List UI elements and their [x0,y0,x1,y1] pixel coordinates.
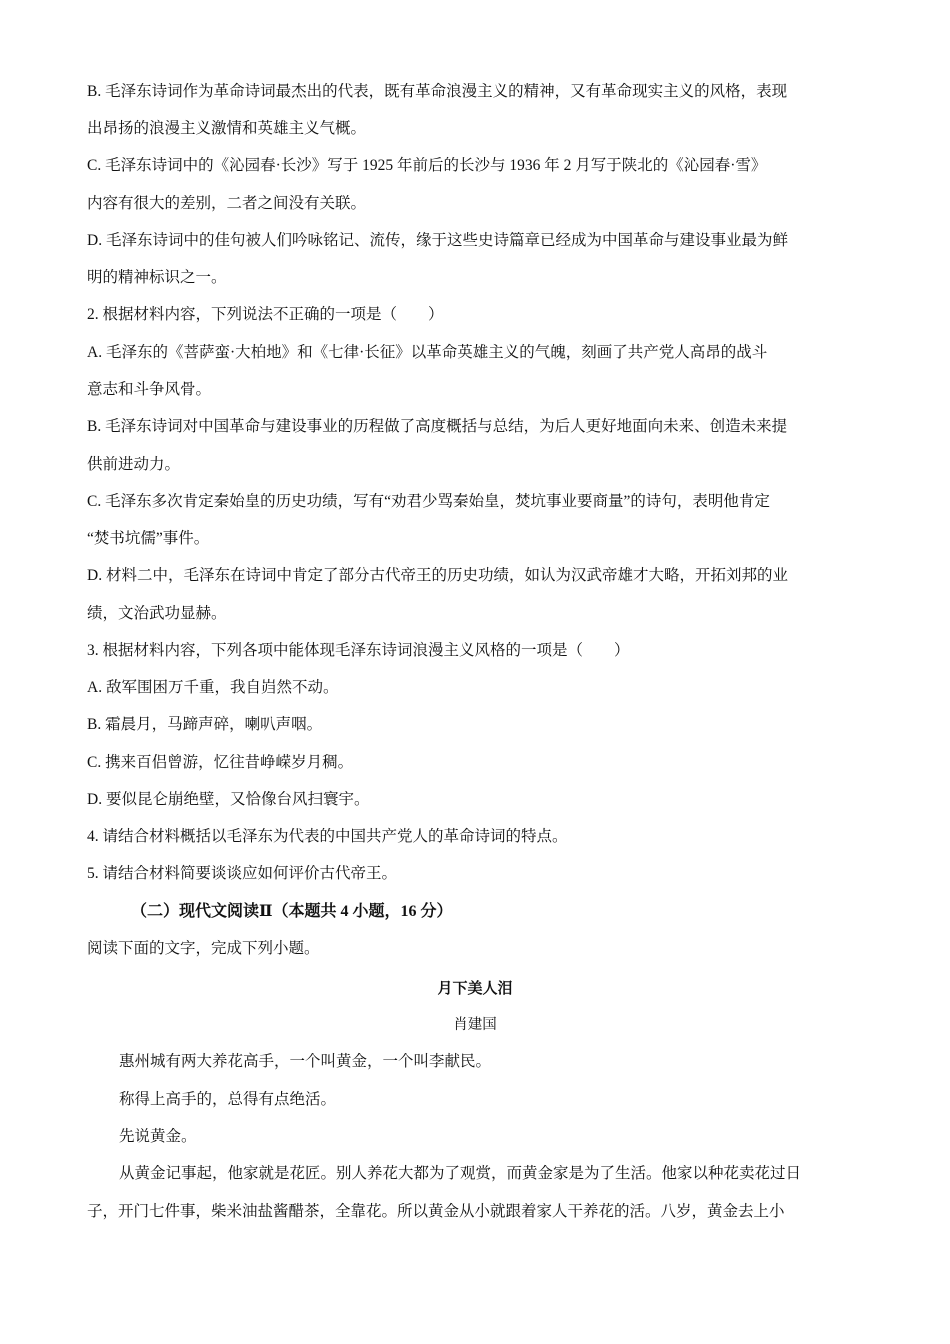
q3-option-a: A. 敌军围困万千重，我自岿然不动。 [87,679,339,696]
section-instruction: 阅读下面的文字，完成下列小题。 [87,940,320,957]
q3-option-c: C. 携来百侣曾游，忆往昔峥嵘岁月稠。 [87,754,354,771]
q2-option-a-line2: 意志和斗争风骨。 [87,381,212,398]
story-title: 月下美人泪 [437,979,513,997]
q1-option-c-line2: 内容有很大的差别，二者之间没有关联。 [87,195,367,212]
q1-option-d-line1: D. 毛泽东诗词中的佳句被人们吟咏铭记、流传，缘于这些史诗篇章已经成为中国革命与建设事业最为鲜 [87,232,788,249]
q1-option-b-line1: B. 毛泽东诗词作为革命诗词最杰出的代表，既有革命浪漫主义的精神，又有革命现实主义的风格，表现 [87,83,788,100]
q2-option-a-line1: A. 毛泽东的《菩萨蛮·大柏地》和《七律·长征》以革命英雄主义的气魄，刻画了共产党人高昂的战斗 [87,344,768,361]
q2-option-c-line2: “焚书坑儒”事件。 [87,530,210,547]
q3-option-d: D. 要似昆仑崩绝壁，又恰像台风扫寰宇。 [87,791,370,808]
q2-option-d-line1: D. 材料二中，毛泽东在诗词中肯定了部分古代帝王的历史功绩，如认为汉武帝雄才大略，开拓刘邦的业 [87,567,788,584]
q2-option-b-line1: B. 毛泽东诗词对中国革命与建设事业的历程做了高度概括与总结，为后人更好地面向未来、创造未来提 [87,418,788,435]
story-author: 肖建国 [453,1017,497,1033]
section-heading: （二）现代文阅读Ⅱ（本题共 4 小题，16 分） [131,903,453,920]
story-paragraph: 称得上高手的，总得有点绝活。 [119,1090,337,1108]
q2-option-b-line2: 供前进动力。 [87,456,181,473]
q3-stem: 3. 根据材料内容，下列各项中能体现毛泽东诗词浪漫主义风格的一项是（ ） [87,642,630,659]
q1-option-d-line2: 明的精神标识之一。 [87,269,227,286]
q2-option-d-line2: 绩，文治武功显赫。 [87,605,227,622]
q2-option-c-line1: C. 毛泽东多次肯定秦始皇的历史功绩，写有“劝君少骂秦始皇，焚坑事业要商量”的诗句，表明他肯定 [87,493,770,510]
story-paragraph: 先说黄金。 [119,1127,197,1145]
story-paragraph: 从黄金记事起，他家就是花匠。别人养花大都为了观赏，而黄金家是为了生活。他家以种花卖花过日 [119,1164,802,1182]
q1-option-c-line1: C. 毛泽东诗词中的《沁园春·长沙》写于 1925 年前后的长沙与 1936 年 2 月写于陕北的《沁园春·雪》 [87,157,767,174]
q5-stem: 5. 请结合材料简要谈谈应如何评价古代帝王。 [87,865,398,882]
q4-stem: 4. 请结合材料概括以毛泽东为代表的中国共产党人的革命诗词的特点。 [87,828,568,845]
q3-option-b: B. 霜晨月，马蹄声碎，喇叭声咽。 [87,716,323,733]
story-paragraph-continued: 子，开门七件事，柴米油盐酱醋茶，全靠花。所以黄金从小就跟着家人干养花的活。八岁，黄金去上小 [87,1202,785,1220]
q2-stem: 2. 根据材料内容，下列说法不正确的一项是（ ） [87,306,444,323]
q1-option-b-line2: 出昂扬的浪漫主义激情和英雄主义气概。 [87,120,367,137]
story-paragraph: 惠州城有两大养花高手，一个叫黄金，一个叫李献民。 [119,1052,492,1070]
